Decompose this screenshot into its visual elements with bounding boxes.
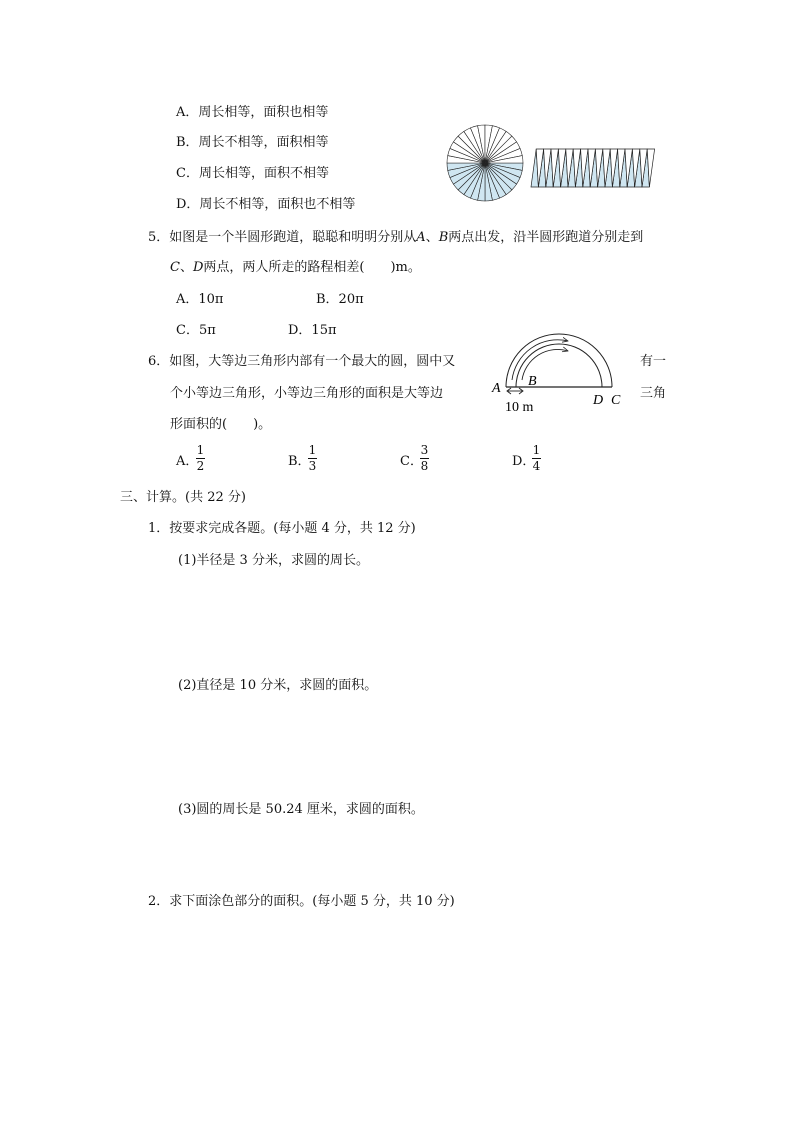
q5-line-1: 5．如图是一个半圆形跑道，聪聪和明明分别从A、B两点出发，沿半圆形跑道分别走到	[148, 230, 644, 245]
section-3-q2-title: 2．求下面涂色部分的面积。(每小题 5 分，共 10 分)	[148, 894, 455, 909]
distance-label: 10 m	[505, 400, 534, 415]
q4-option-d: D．周长不相等，面积也不相等	[176, 197, 356, 212]
q6-option-c-letter: C．	[400, 454, 423, 469]
rearranged-parallelogram-figure	[527, 148, 653, 188]
section-3-q1-title: 1．按要求完成各题。(每小题 4 分，共 12 分)	[148, 521, 416, 536]
label-b: B	[528, 374, 537, 389]
q5-option-a: A．10π	[176, 292, 224, 307]
label-d: D	[593, 393, 604, 408]
label-a: A	[492, 381, 501, 396]
q5-option-b: B．20π	[316, 292, 364, 307]
q6-option-d-fraction: 1 4	[532, 443, 541, 473]
semicircle-track-figure	[488, 330, 628, 415]
q6-option-a-letter: A．	[176, 454, 199, 469]
q6-line-2: 个小等边三角形，小等边三角形的面积是大等边	[170, 386, 444, 401]
section-3-q1-part-1: (1)半径是 3 分米，求圆的周长。	[178, 553, 369, 568]
q6-line-2-tail: 三角	[640, 386, 667, 401]
q6-line-1-tail: 有一	[640, 354, 667, 369]
q5-line-2: C、D两点，两人所走的路程相差( )m。	[170, 260, 421, 275]
section-3-title: 三、计算。(共 22 分)	[120, 490, 246, 505]
q6-option-b-fraction: 1 3	[308, 443, 317, 473]
q4-option-b: B．周长不相等，面积相等	[176, 135, 329, 150]
q6-option-b-letter: B．	[288, 454, 311, 469]
q5-option-c: C．5π	[176, 323, 216, 338]
section-3-q1-part-2: (2)直径是 10 分米，求圆的面积。	[178, 678, 378, 693]
q6-line-1: 6．如图，大等边三角形内部有一个最大的圆，圆中又	[148, 354, 456, 369]
q6-line-3: 形面积的( )。	[170, 417, 272, 432]
q4-option-a: A．周长相等，面积也相等	[176, 105, 329, 120]
q4-option-c: C．周长相等，面积不相等	[176, 166, 329, 181]
sector-circle-figure	[445, 123, 525, 203]
label-c: C	[611, 393, 621, 408]
section-3-q1-part-3: (3)圆的周长是 50.24 厘米，求圆的面积。	[178, 802, 424, 817]
q6-option-d-letter: D．	[512, 454, 536, 469]
q6-option-c-fraction: 3 8	[420, 443, 429, 473]
q5-option-d: D．15π	[288, 323, 337, 338]
q6-option-a-fraction: 1 2	[196, 443, 205, 473]
